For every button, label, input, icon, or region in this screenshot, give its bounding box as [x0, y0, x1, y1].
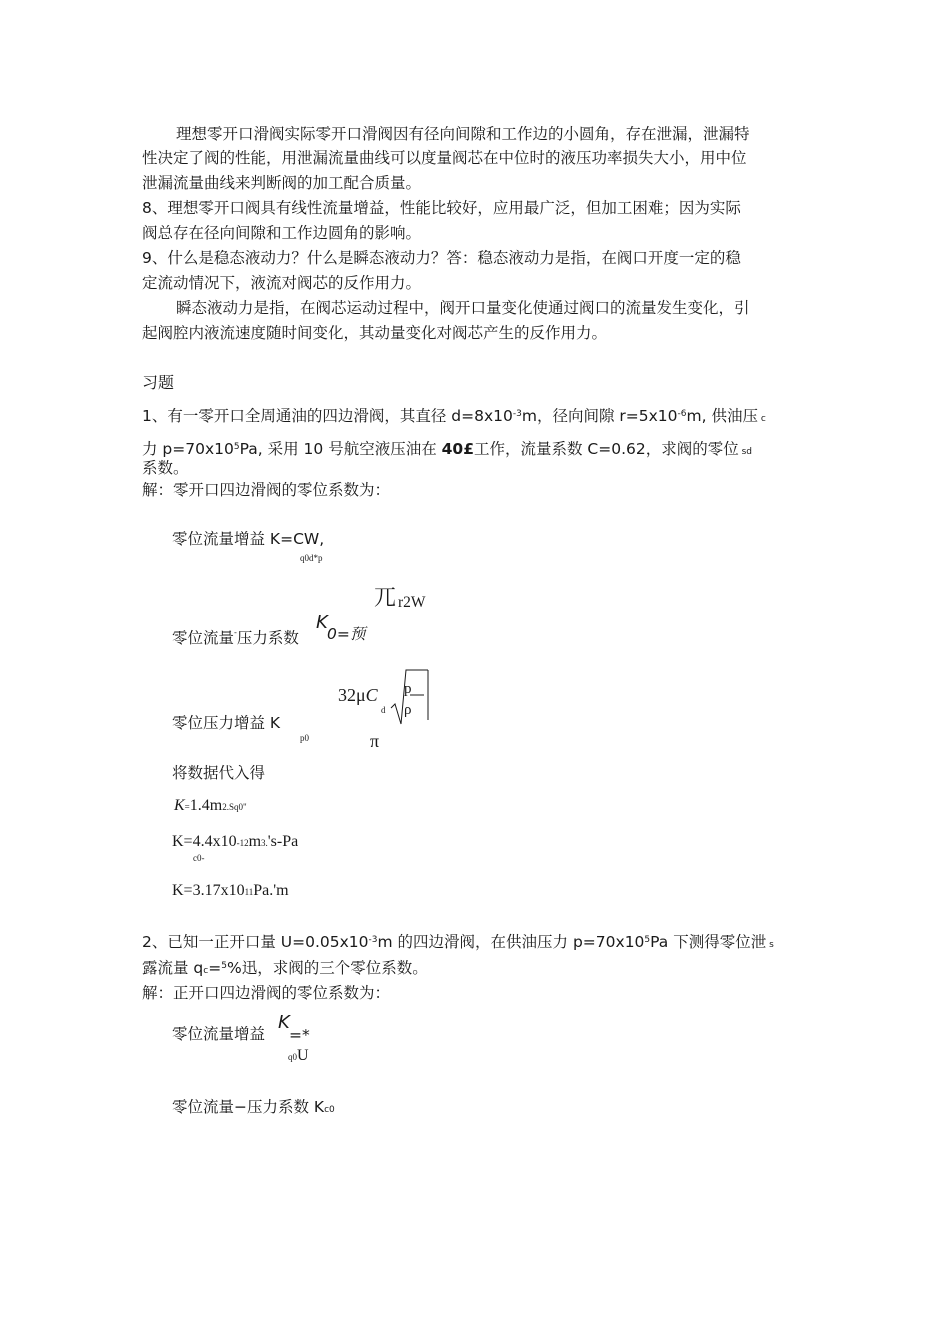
q9-line-3: 瞬态液动力是指，在阀芯运动过程中，阀开口量变化使通过阀口的流量发生变化，引 [176, 299, 750, 317]
p2-formula-flow-gain: 零位流量增益 [172, 1025, 266, 1043]
exercise-heading: 习题 [142, 373, 175, 392]
p1-line-3: 系数。 [142, 459, 189, 477]
q9-line-4: 起阀腔内液流速度随时间变化，其动量变化对阀芯产生的反作用力。 [142, 324, 608, 342]
p2-formula1-k: K [278, 1012, 290, 1033]
p1-formula2-rest: 0=预 [327, 625, 366, 643]
p1-formula2-k: K [316, 612, 328, 633]
p1-formula3-top: 32μC [338, 685, 378, 705]
p2-line-2: 露流量 qc=$^5$%迅，求阀的三个零位系数。 [142, 959, 428, 977]
p1-formula3-p: p [404, 681, 412, 697]
p1-formula-flow-pressure: 零位流量-压力系数 [172, 628, 299, 647]
p1-formula3-sub: p0 [300, 733, 309, 743]
q8-line-2: 阀总存在径向间隙和工作边圆角的影响。 [142, 224, 422, 242]
p1-formula-flow-gain: 零位流量增益 K=CW, [172, 530, 325, 548]
p2-solution-intro: 解：正开口四边滑阀的零位系数为： [142, 984, 391, 1002]
p2-formula-flow-pressure: 零位流量−压力系数 Kc0 [172, 1098, 335, 1116]
p1-formula3-pi: π [370, 731, 380, 751]
p1-formula-pressure-gain: 零位压力增益 K [172, 714, 281, 732]
p1-result-2-sub: c0- [193, 853, 205, 863]
p1-formula3-d: d [381, 705, 386, 715]
q9-line-1: 9、什么是稳态液动力？什么是瞬态液动力？答：稳态液动力是指，在阀口开度一定的稳 [142, 249, 741, 267]
p1-result-1: K=1.4m2.Sq0" [174, 797, 247, 814]
p1-formula3-rho: ρ [404, 702, 412, 718]
p1-formula2-top: r2W [398, 594, 426, 611]
p1-result-2: K=4.4x10-12m3.'s-Pa [172, 833, 299, 850]
p1-formula2-pi: 兀 [374, 585, 397, 610]
intro-line-1: 理想零开口滑阀实际零开口滑阀因有径向间隙和工作边的小圆角，存在泄漏，泄漏特 [176, 125, 750, 143]
p1-line-1: 1、有一零开口全周通油的四边滑阀，其直径 $d=8x10^{-3}m$，径向间隙 $r=5x10^{-6}m$, 供油压 c [142, 407, 766, 425]
p1-formula-flow-gain-sub: q0d*p [300, 553, 323, 563]
p2-line-1: 2、已知一正开口量 $U=0.05x10^{-3}m$ 的四边滑阀，在供油压力 $p=70x10^5Pa$ 下测得零位泄 s [142, 933, 774, 951]
p1-result-3: K=3.17x1011Pa.'m [172, 882, 289, 899]
p2-formula1-eq: =* [289, 1026, 310, 1044]
p1-substitute: 将数据代入得 [172, 764, 266, 782]
intro-line-2: 性决定了阀的性能，用泄漏流量曲线可以度量阀芯在中位时的液压功率损失大小，用中位 [142, 149, 747, 167]
p1-solution-intro: 解：零开口四边滑阀的零位系数为： [142, 481, 391, 499]
p1-line-2: 力 $p=70x10^5Pa$, 采用 10 号航空液压油在 40£工作，流量系数 C=0.62，求阀的零位 sd [142, 440, 753, 458]
q8-line-1: 8、理想零开口阀具有线性流量增益，性能比较好，应用最广泛，但加工困难；因为实际 [142, 199, 741, 217]
intro-line-3: 泄漏流量曲线来判断阀的加工配合质量。 [142, 174, 422, 192]
p2-formula1-u: q0U [288, 1047, 309, 1064]
q9-line-2: 定流动情况下，液流对阀芯的反作用力。 [142, 274, 422, 292]
